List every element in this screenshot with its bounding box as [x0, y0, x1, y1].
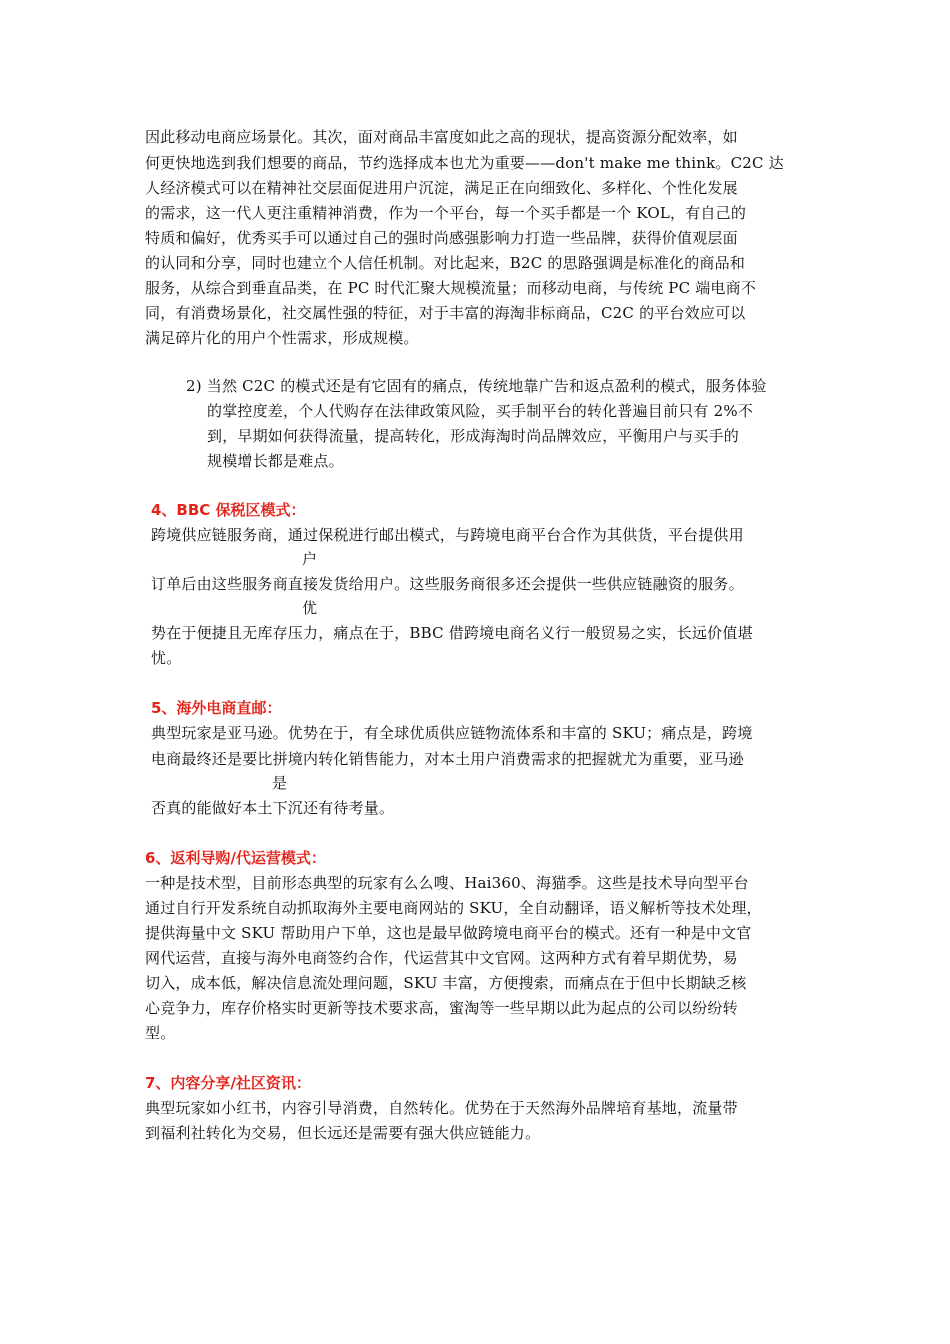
paragraph-line: 典型玩家是亚马逊。优势在于，有全球优质供应链物流体系和丰富的 SKU；痛点是，跨境 [151, 724, 753, 742]
paragraph-line: 心竞争力，库存价格实时更新等技术要求高，蜜淘等一些早期以此为起点的公司以纷纷转 [145, 999, 738, 1017]
list-item-line: 到，早期如何获得流量，提高转化，形成海淘时尚品牌效应，平衡用户与买手的 [207, 427, 740, 445]
paragraph-line: 一种是技术型，目前形态典型的玩家有么么嗖、Hai360、海猫季。这些是技术导向型平台 [145, 874, 749, 892]
paragraph-line: 服务，从综合到垂直品类，在 PC 时代汇聚大规模流量；而移动电商，与传统 PC 端电商不 [145, 279, 757, 297]
section-heading: 5、海外电商直邮： [151, 699, 282, 717]
paragraph-line: 势在于便捷且无库存压力，痛点在于，BBC 借跨境电商名义行一般贸易之实，长远价值堪 [151, 624, 753, 642]
section-heading: 6、返利导购/代运营模式： [145, 849, 326, 867]
paragraph-line: 何更快地选到我们想要的商品，节约选择成本也尤为重要——don't make me think。C2C 达 [145, 154, 784, 172]
paragraph-line: 同，有消费场景化，社交属性强的特征，对于丰富的海淘非标商品，C2C 的平台效应可以 [145, 304, 746, 322]
paragraph-line: 因此移动电商应场景化。其次，面对商品丰富度如此之高的现状，提高资源分配效率，如 [145, 128, 738, 146]
paragraph-line: 典型玩家如小红书，内容引导消费，自然转化。优势在于天然海外品牌培育基地，流量带 [145, 1099, 738, 1117]
paragraph-line: 跨境供应链服务商，通过保税进行邮出模式，与跨境电商平台合作为其供货，平台提供用 [151, 526, 744, 544]
section-heading: 7、内容分享/社区资讯： [145, 1074, 311, 1092]
paragraph-line: 是 [272, 774, 288, 792]
paragraph-line: 忧。 [151, 649, 182, 667]
paragraph-line: 否真的能做好本土下沉还有待考量。 [151, 799, 395, 817]
paragraph-line: 到福利社转化为交易，但长远还是需要有强大供应链能力。 [145, 1124, 541, 1142]
paragraph-line: 电商最终还是要比拼境内转化销售能力，对本土用户消费需求的把握就尤为重要，亚马逊 [151, 750, 744, 768]
paragraph-line: 型。 [145, 1024, 176, 1042]
paragraph-line: 优 [302, 599, 318, 617]
paragraph-line: 切入，成本低，解决信息流处理问题，SKU 丰富，方便搜索，而痛点在于但中长期缺乏核 [145, 974, 747, 992]
list-item-line: 的掌控度差，个人代购存在法律政策风险，买手制平台的转化普遍目前只有 2%不 [207, 402, 753, 420]
paragraph-line: 提供海量中文 SKU 帮助用户下单，这也是最早做跨境电商平台的模式。还有一种是中文官 [145, 924, 752, 942]
paragraph-line: 满足碎片化的用户个性需求，形成规模。 [145, 329, 419, 347]
paragraph-line: 户 [302, 550, 318, 568]
list-item-line: 规模增长都是难点。 [207, 452, 344, 470]
section-heading: 4、BBC 保税区模式： [151, 501, 306, 519]
paragraph-line: 通过自行开发系统自动抓取海外主要电商网站的 SKU，全自动翻译，语义解析等技术处理， [145, 899, 762, 917]
paragraph-line: 特质和偏好，优秀买手可以通过自己的强时尚感强影响力打造一些品牌，获得价值观层面 [145, 229, 738, 247]
paragraph-line: 人经济模式可以在精神社交层面促进用户沉淀，满足正在向细致化、多样化、个性化发展 [145, 179, 738, 197]
paragraph-line: 订单后由这些服务商直接发货给用户。这些服务商很多还会提供一些供应链融资的服务。 [151, 575, 744, 593]
paragraph-line: 的认同和分享，同时也建立个人信任机制。对比起来，B2C 的思路强调是标准化的商品和 [145, 254, 746, 272]
paragraph-line: 的需求，这一代人更注重精神消费，作为一个平台，每一个买手都是一个 KOL，有自己的 [145, 204, 747, 222]
paragraph-line: 网代运营，直接与海外电商签约合作，代运营其中文官网。这两种方式有着早期优势，易 [145, 949, 738, 967]
list-item-line: 2) 当然 C2C 的模式还是有它固有的痛点，传统地靠广告和返点盈利的模式，服务体验 [186, 377, 767, 395]
